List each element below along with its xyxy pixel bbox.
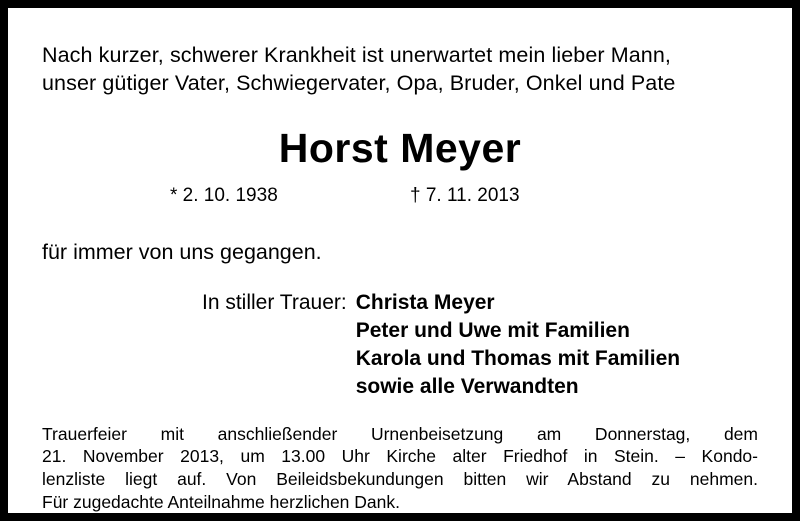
mourner-line-2: Peter und Uwe mit Familien: [355, 318, 630, 342]
details-line-2: 21. November 2013, um 13.00 Uhr Kirche alter Friedhof in Stein. – Kondo-: [42, 446, 758, 467]
opening-line-2: unser gütiger Vater, Schwiegervater, Opa, Bruder, Onkel und Pate: [42, 70, 676, 95]
obituary-inner: [8, 8, 792, 513]
birth-date: * 2. 10. 1938: [170, 184, 278, 206]
mourners-lead: In stiller Trauer:: [202, 290, 347, 314]
mourner-line-1: Christa Meyer: [355, 290, 495, 314]
mourners-block: [42, 289, 758, 401]
mourner-line-4: sowie alle Verwandten: [355, 374, 579, 398]
life-dates: [42, 185, 758, 207]
details-line-3: lenzliste liegt auf. Von Beileidsbekundungen bitten wir Abstand zu nehmen.: [42, 469, 758, 490]
deceased-name: Horst Meyer: [278, 124, 522, 171]
opening-paragraph: [42, 42, 758, 98]
mourner-line-3: Karola und Thomas mit Familien: [355, 346, 681, 370]
service-details: [42, 423, 758, 514]
opening-line-1: Nach kurzer, schwerer Krankheit ist unerwartet mein lieber Mann,: [42, 43, 671, 67]
details-line-4: Für zugedachte Anteilnahme herzlichen Dank.: [42, 491, 400, 512]
closing-sentence: für immer von uns gegangen.: [42, 239, 322, 264]
death-date: † 7. 11. 2013: [410, 184, 520, 206]
mourners-names: [356, 289, 680, 401]
details-line-1: Trauerfeier mit anschließender Urnenbeisetzung am Donnerstag, dem: [42, 423, 758, 444]
